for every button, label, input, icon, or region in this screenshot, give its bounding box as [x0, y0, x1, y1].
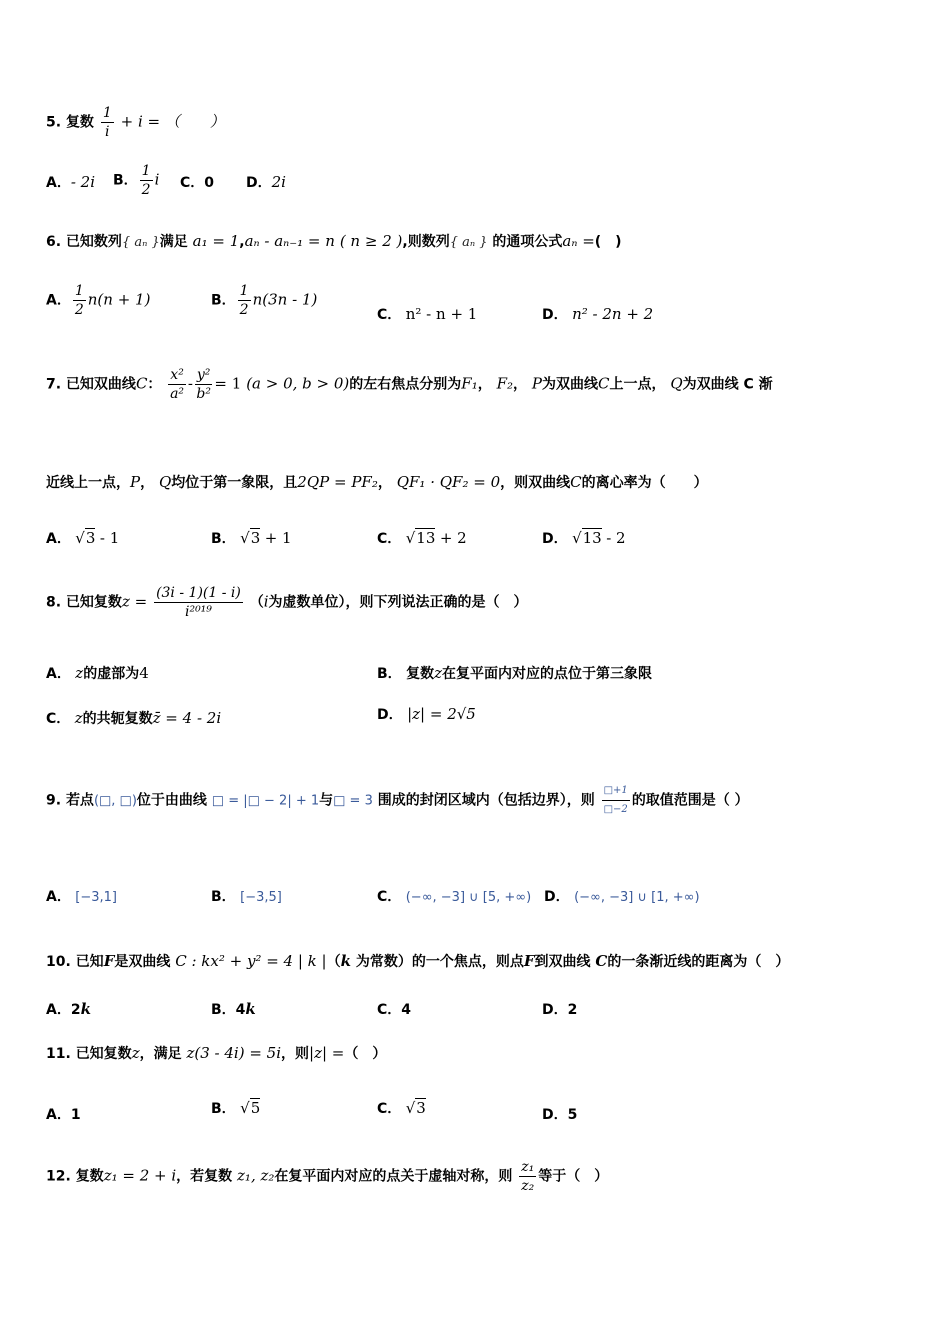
q7-option-c: C． √13 + 2 — [377, 529, 467, 547]
question-12: 12. 复数z₁ = 2 + i，若复数 z₁, z₂在复平面内对应的点关于虚轴对称，则 $\frac{\text{z₁}}{\text{z₂}}$ 等于（ ） — [46, 1159, 609, 1194]
question-5 — [46, 104, 225, 141]
q10-option-a: A．2k — [46, 1000, 91, 1018]
point-notation: (□, □) — [93, 793, 137, 809]
q6-option-b: B． $\frac{1}{2}$ n(3n - 1) — [211, 283, 318, 318]
question-number: 5. — [46, 114, 62, 131]
q10-option-d: D．2 — [542, 1002, 578, 1018]
sequence-notation: { aₙ } — [121, 235, 160, 250]
q7-option-b: B． √3 + 1 — [211, 529, 292, 547]
q11-option-c: C． √3 — [377, 1099, 426, 1117]
q11-option-d: D．5 — [542, 1107, 578, 1123]
question-6: 6. 已知数列{ aₙ }满足 a₁ = 1,aₙ - aₙ₋₁ = n ( n ≥ 2 ),则数列{ aₙ } 的通项公式aₙ =( ) — [46, 232, 622, 250]
question-8: 8. 已知复数z = $\frac{(3i - 1)(1 - i)}{\text{i²⁰¹⁹}}$ （i为虚数单位），则下列说法正确的是（ ） — [46, 585, 528, 620]
q8-option-d: D． |z| = 2√5 — [377, 705, 476, 723]
curve-equation: □ = |□ − 2| + 1 — [211, 793, 320, 809]
q10-option-c: C．4 — [377, 1002, 412, 1018]
math-expression: + i = （ ） — [120, 112, 225, 131]
q8-option-b: B． 复数z在复平面内对应的点位于第三象限 — [377, 664, 653, 682]
question-7-line-2: 近线上一点，P， Q均位于第一象限，且2QP = PF₂， QF₁ · QF₂ = 0，则双曲线C的离心率为（ ） — [46, 473, 708, 491]
q10-option-b: B．4k — [211, 1000, 256, 1018]
q8-option-a: A． z的虚部为4 — [46, 664, 149, 682]
q9-option-c: C． (−∞, −3] ∪ [5, +∞) — [377, 889, 532, 905]
q7-option-a: A． √3 - 1 — [46, 529, 120, 547]
q9-option-d: D． (−∞, −3] ∪ [1, +∞) — [544, 889, 700, 905]
fraction: $\frac{1}{i}$ — [102, 105, 112, 140]
q7-option-d: D． √13 - 2 — [542, 529, 626, 547]
q11-option-a: A．1 — [46, 1107, 81, 1123]
q6-option-c: C． n² - n + 1 — [377, 305, 478, 323]
q5-option-c: C．0 — [180, 175, 215, 191]
question-stem: 复数 — [65, 114, 94, 131]
q6-option-a: A． $\frac{1}{2}$ n(n + 1) — [46, 283, 151, 318]
q9-option-a: A． [−3,1] — [46, 889, 118, 905]
question-11: 11. 已知复数z，满足 z(3 - 4i) = 5i，则|z| =（ ） — [46, 1044, 387, 1062]
q5-option-d: D．2i — [246, 173, 286, 191]
q5-option-a: A．- 2i — [46, 173, 96, 191]
q6-option-d: D． n² - 2n + 2 — [542, 305, 654, 323]
question-7: 7. 已知双曲线C： $\frac{\text{x²}}{\text{a²}}$ - $\frac{\text{y²}}{\text{b²}}$ = 1 (a > 0, b > 0)的左右焦点分别为F₁， F₂， P为双曲线C上一点， Q为双曲线 C 渐 — [46, 367, 773, 402]
question-9: 9. 若点(□, □)位于由曲线 □ = |□ − 2| + 1与□ = 3 围成的封闭区域内（包括边界），则 $\frac{□+1}{□-2}$ 的取值范围是（ ） — [46, 782, 749, 819]
q8-option-c: C． z的共轭复数z̄ = 4 - 2i — [46, 709, 222, 727]
q9-option-b: B． [−3,5] — [211, 889, 282, 905]
question-10: 10. 已知F是双曲线 C : kx² + y² = 4 | k |（k 为常数）的一个焦点，则点F到双曲线 C的一条渐近线的距离为（ ） — [46, 952, 790, 970]
q5-option-b: B． $\frac{1}{2}$ i — [113, 163, 160, 198]
q11-option-b: B． √5 — [211, 1099, 261, 1117]
